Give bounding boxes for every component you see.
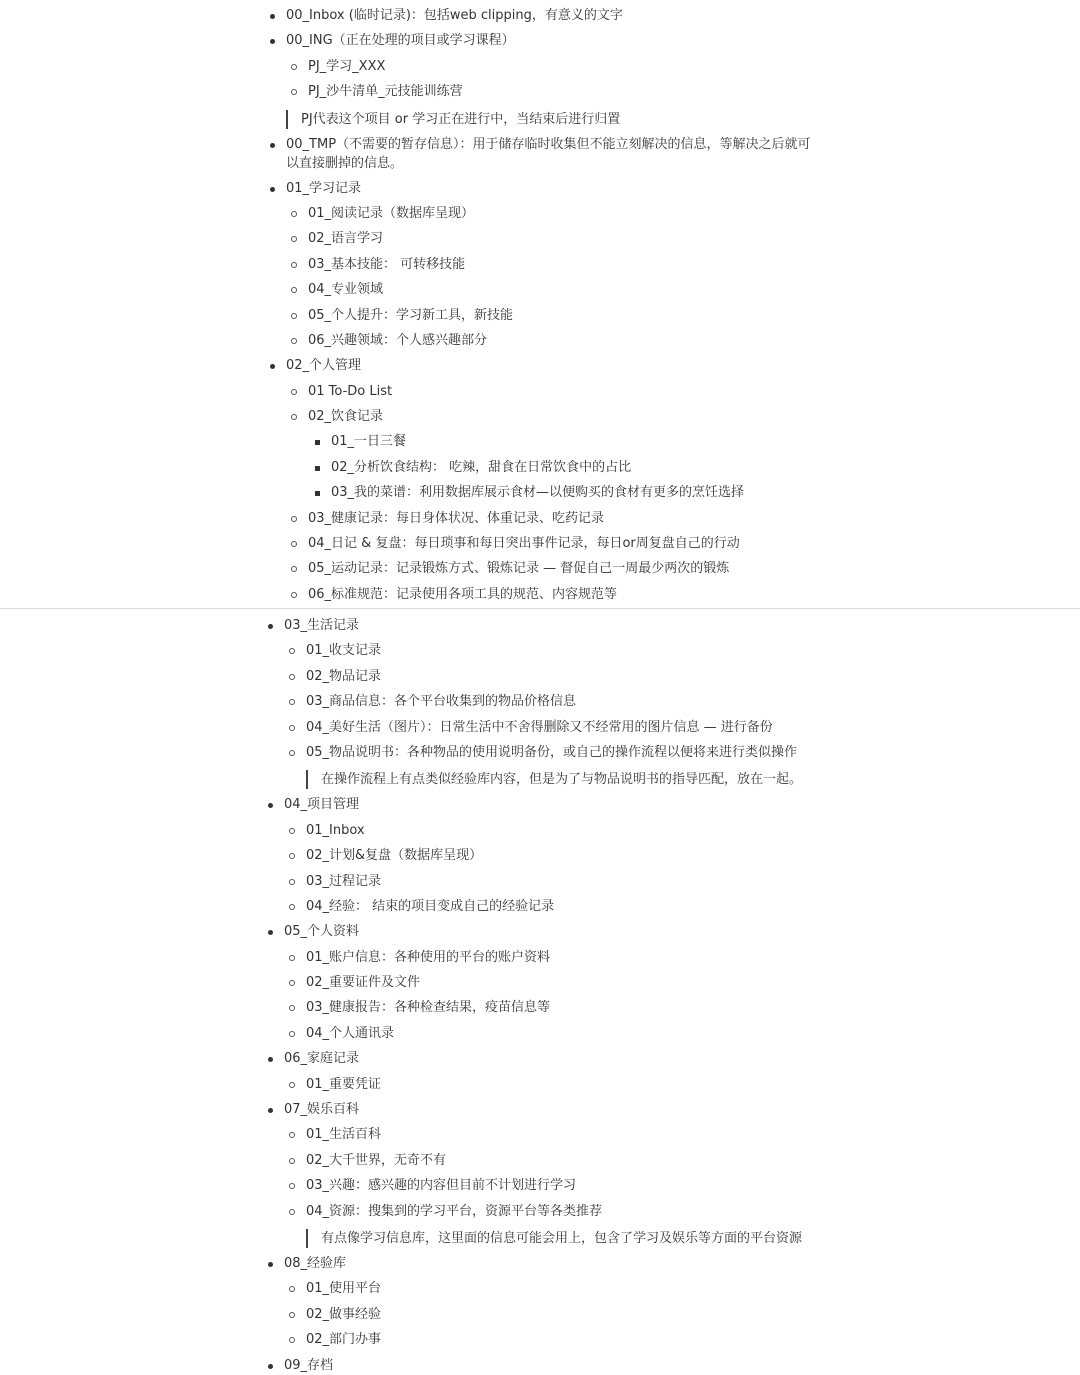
list-item-text: 06_家庭记录 bbox=[284, 1051, 360, 1067]
circle-bullet-icon bbox=[289, 1312, 295, 1318]
list-item bbox=[0, 1043, 1080, 1068]
list-item-text: 01_生活百科 bbox=[306, 1127, 382, 1143]
list-item bbox=[0, 129, 1080, 173]
sub-list-item bbox=[0, 840, 1080, 865]
sub-list-item bbox=[0, 1273, 1080, 1298]
circle-bullet-icon bbox=[289, 1286, 295, 1292]
circle-bullet-icon bbox=[291, 262, 297, 268]
circle-bullet-icon bbox=[289, 1158, 295, 1164]
list-item-text: 01_使用平台 bbox=[306, 1281, 382, 1297]
list-item-text: 06_兴趣领域：个人感兴趣部分 bbox=[308, 332, 488, 348]
disc-bullet-icon bbox=[268, 624, 273, 629]
list-item-text: 03_健康报告：各种检查结果，疫苗信息等 bbox=[306, 1000, 551, 1016]
quote-bar bbox=[306, 770, 308, 789]
list-item-text: 04_日记 & 复盘：每日琐事和每日突出事件记录，每日or周复盘自己的行动 bbox=[308, 536, 740, 552]
sub-list-item bbox=[0, 686, 1080, 711]
list-item-text: 02_分析饮食结构： 吃辣，甜食在日常饮食中的占比 bbox=[331, 459, 632, 475]
sub-list-item bbox=[0, 76, 1080, 101]
sub-list-item bbox=[0, 1170, 1080, 1195]
sub-list-item bbox=[0, 1018, 1080, 1043]
circle-bullet-icon bbox=[291, 287, 297, 293]
list-item-text: 02_物品记录 bbox=[306, 668, 382, 684]
sub-sub-list-item bbox=[0, 426, 1080, 451]
sub-list-item bbox=[0, 198, 1080, 223]
disc-bullet-icon bbox=[268, 803, 273, 808]
list-item-text: 02_个人管理 bbox=[286, 358, 362, 374]
list-item-text: 01_收支记录 bbox=[306, 643, 382, 659]
list-item-text: 09_存档 bbox=[284, 1357, 334, 1373]
circle-bullet-icon bbox=[289, 1209, 295, 1215]
list-item-text: 03_过程记录 bbox=[306, 873, 382, 889]
sub-list-item bbox=[0, 223, 1080, 248]
list-item-text: 07_娱乐百科 bbox=[284, 1102, 360, 1118]
sub-list-item bbox=[0, 325, 1080, 350]
sub-list-item bbox=[0, 401, 1080, 426]
list-item-text: 00_Inbox (临时记录)：包括web clipping，有意义的文字 bbox=[286, 8, 623, 23]
circle-bullet-icon bbox=[289, 699, 295, 705]
list-item-text: 01_学习记录 bbox=[286, 180, 362, 196]
list-item-text: 00_ING（正在处理的项目或学习课程） bbox=[286, 33, 515, 49]
sub-list-item bbox=[0, 300, 1080, 325]
square-bullet-icon bbox=[315, 440, 320, 445]
sub-list-item bbox=[0, 1324, 1080, 1349]
list-item-text: 03_基本技能： 可转移技能 bbox=[308, 256, 466, 272]
list-item-text: 02_做事经验 bbox=[306, 1306, 382, 1322]
sub-list-item bbox=[0, 503, 1080, 528]
sub-list-item bbox=[0, 274, 1080, 299]
list-item-text: 04_专业领域 bbox=[308, 282, 384, 298]
list-item-text: 01 To-Do List bbox=[308, 383, 393, 399]
list-item-text: 05_物品说明书：各种物品的使用说明备份，或自己的操作流程以便将来进行类似操作 bbox=[306, 744, 798, 760]
list-item bbox=[0, 1350, 1080, 1375]
list-item bbox=[0, 25, 1080, 50]
blockquote bbox=[0, 762, 1080, 789]
list-item-text: 04_美好生活（图片）：日常生活中不舍得删除又不经常用的图片信息 — 进行备份 bbox=[306, 719, 773, 735]
list-item-text: 04_资源：搜集到的学习平台，资源平台等各类推荐 bbox=[306, 1203, 603, 1219]
circle-bullet-icon bbox=[291, 89, 297, 95]
disc-bullet-icon bbox=[268, 1364, 273, 1369]
list-item-text: 01_阅读记录（数据库呈现） bbox=[308, 205, 475, 221]
disc-bullet-icon bbox=[268, 1057, 273, 1062]
sub-list-item bbox=[0, 376, 1080, 401]
sub-list-item bbox=[0, 1145, 1080, 1170]
list-item-text: 03_我的菜谱：利用数据库展示食材—以便购买的食材有更多的烹饪选择 bbox=[331, 485, 745, 501]
circle-bullet-icon bbox=[289, 1082, 295, 1088]
blockquote bbox=[0, 102, 1080, 129]
list-item bbox=[0, 350, 1080, 375]
sub-list-item bbox=[0, 712, 1080, 737]
circle-bullet-icon bbox=[289, 879, 295, 885]
sub-list-item bbox=[0, 992, 1080, 1017]
list-item bbox=[0, 173, 1080, 198]
circle-bullet-icon bbox=[289, 904, 295, 910]
list-item-text: 03_兴趣：感兴趣的内容但目前不计划进行学习 bbox=[306, 1178, 577, 1194]
circle-bullet-icon bbox=[291, 236, 297, 242]
square-bullet-icon bbox=[315, 491, 320, 496]
list-item-text: 03_生活记录 bbox=[284, 618, 360, 633]
list-item-text: 05_运动记录：记录锻炼方式、锻炼记录 — 督促自己一周最少两次的锻炼 bbox=[308, 561, 730, 577]
disc-bullet-icon bbox=[270, 143, 275, 148]
sub-sub-list-item bbox=[0, 452, 1080, 477]
list-item-text: PJ_沙牛清单_元技能训练营 bbox=[308, 84, 463, 100]
sub-list-item bbox=[0, 1196, 1080, 1221]
list-item-text: 02_重要证件及文件 bbox=[306, 975, 421, 991]
sub-list-item bbox=[0, 553, 1080, 578]
circle-bullet-icon bbox=[291, 389, 297, 395]
disc-bullet-icon bbox=[270, 39, 275, 44]
sub-list-item bbox=[0, 1069, 1080, 1094]
list-item bbox=[0, 1094, 1080, 1119]
sub-list-item bbox=[0, 967, 1080, 992]
list-item-text: 03_健康记录：每日身体状况、体重记录、吃药记录 bbox=[308, 510, 605, 526]
circle-bullet-icon bbox=[289, 725, 295, 731]
circle-bullet-icon bbox=[289, 1337, 295, 1343]
list-item-text: 02_饮食记录 bbox=[308, 409, 384, 425]
sub-list-item bbox=[0, 51, 1080, 76]
circle-bullet-icon bbox=[291, 541, 297, 547]
sub-list-item bbox=[0, 891, 1080, 916]
circle-bullet-icon bbox=[289, 980, 295, 986]
circle-bullet-icon bbox=[291, 211, 297, 217]
disc-bullet-icon bbox=[268, 1108, 273, 1113]
circle-bullet-icon bbox=[289, 750, 295, 756]
list-item-text: 00_TMP（不需要的暂存信息）：用于储存临时收集但不能立刻解决的信息，等解决之后就可以直接删掉的信息。 bbox=[286, 136, 811, 171]
circle-bullet-icon bbox=[291, 338, 297, 344]
blockquote bbox=[0, 1221, 1080, 1248]
disc-bullet-icon bbox=[270, 364, 275, 369]
list-item-text: 04_经验： 结束的项目变成自己的经验记录 bbox=[306, 898, 555, 914]
list-item-text: 01_Inbox bbox=[306, 822, 365, 838]
image-divider bbox=[0, 608, 1080, 609]
list-item-text: 02_计划&复盘（数据库呈现） bbox=[306, 848, 483, 864]
outline-section-2 bbox=[0, 610, 1080, 1375]
quote-text: 在操作流程上有点类似经验库内容，但是为了与物品说明书的指导匹配，放在一起。 bbox=[321, 772, 803, 788]
list-item-text: 04_项目管理 bbox=[284, 797, 360, 813]
circle-bullet-icon bbox=[289, 955, 295, 961]
disc-bullet-icon bbox=[268, 930, 273, 935]
list-item-text: 03_商品信息：各个平台收集到的物品价格信息 bbox=[306, 694, 577, 710]
disc-bullet-icon bbox=[270, 187, 275, 192]
sub-list-item bbox=[0, 661, 1080, 686]
sub-list-item bbox=[0, 942, 1080, 967]
list-item bbox=[0, 916, 1080, 941]
quote-bar bbox=[306, 1229, 308, 1248]
square-bullet-icon bbox=[315, 466, 320, 471]
circle-bullet-icon bbox=[289, 1005, 295, 1011]
list-item-text: 05_个人资料 bbox=[284, 924, 360, 940]
circle-bullet-icon bbox=[289, 674, 295, 680]
list-item-text: 02_语言学习 bbox=[308, 231, 384, 247]
list-item-text: 06_标准规范：记录使用各项工具的规范、内容规范等 bbox=[308, 586, 618, 602]
quote-text: PJ代表这个项目 or 学习正在进行中，当结束后进行归置 bbox=[301, 111, 621, 127]
outline-section-1 bbox=[0, 0, 1080, 604]
circle-bullet-icon bbox=[289, 1183, 295, 1189]
circle-bullet-icon bbox=[289, 828, 295, 834]
disc-bullet-icon bbox=[268, 1262, 273, 1267]
list-item-text: 05_个人提升：学习新工具，新技能 bbox=[308, 307, 514, 323]
list-item bbox=[0, 789, 1080, 814]
sub-list-item bbox=[0, 579, 1080, 604]
circle-bullet-icon bbox=[289, 1031, 295, 1037]
circle-bullet-icon bbox=[289, 853, 295, 859]
sub-list-item bbox=[0, 528, 1080, 553]
list-item-text: 02_大千世界，无奇不有 bbox=[306, 1152, 447, 1168]
circle-bullet-icon bbox=[291, 64, 297, 70]
list-item-text: 01_账户信息：各种使用的平台的账户资料 bbox=[306, 949, 551, 965]
quote-bar bbox=[286, 110, 288, 129]
circle-bullet-icon bbox=[289, 648, 295, 654]
sub-list-item bbox=[0, 249, 1080, 274]
sub-list-item bbox=[0, 866, 1080, 891]
sub-list-item bbox=[0, 635, 1080, 660]
list-item-text: 04_个人通讯录 bbox=[306, 1025, 395, 1041]
list-item bbox=[0, 1248, 1080, 1273]
circle-bullet-icon bbox=[291, 313, 297, 319]
sub-list-item bbox=[0, 1119, 1080, 1144]
circle-bullet-icon bbox=[291, 516, 297, 522]
circle-bullet-icon bbox=[291, 592, 297, 598]
disc-bullet-icon bbox=[270, 14, 275, 19]
circle-bullet-icon bbox=[291, 414, 297, 420]
list-item-text: 01_一日三餐 bbox=[331, 434, 407, 450]
sub-sub-list-item bbox=[0, 477, 1080, 502]
list-item bbox=[0, 610, 1080, 635]
list-item-text: 02_部门办事 bbox=[306, 1332, 382, 1348]
circle-bullet-icon bbox=[289, 1132, 295, 1138]
sub-list-item bbox=[0, 737, 1080, 762]
quote-text: 有点像学习信息库，这里面的信息可能会用上，包含了学习及娱乐等方面的平台资源 bbox=[321, 1230, 803, 1246]
list-item-text: 08_经验库 bbox=[284, 1255, 347, 1271]
sub-list-item bbox=[0, 1299, 1080, 1324]
sub-list-item bbox=[0, 815, 1080, 840]
list-item-text: 01_重要凭证 bbox=[306, 1076, 382, 1092]
circle-bullet-icon bbox=[291, 566, 297, 572]
list-item-text: PJ_学习_XXX bbox=[308, 58, 386, 74]
list-item bbox=[0, 0, 1080, 25]
